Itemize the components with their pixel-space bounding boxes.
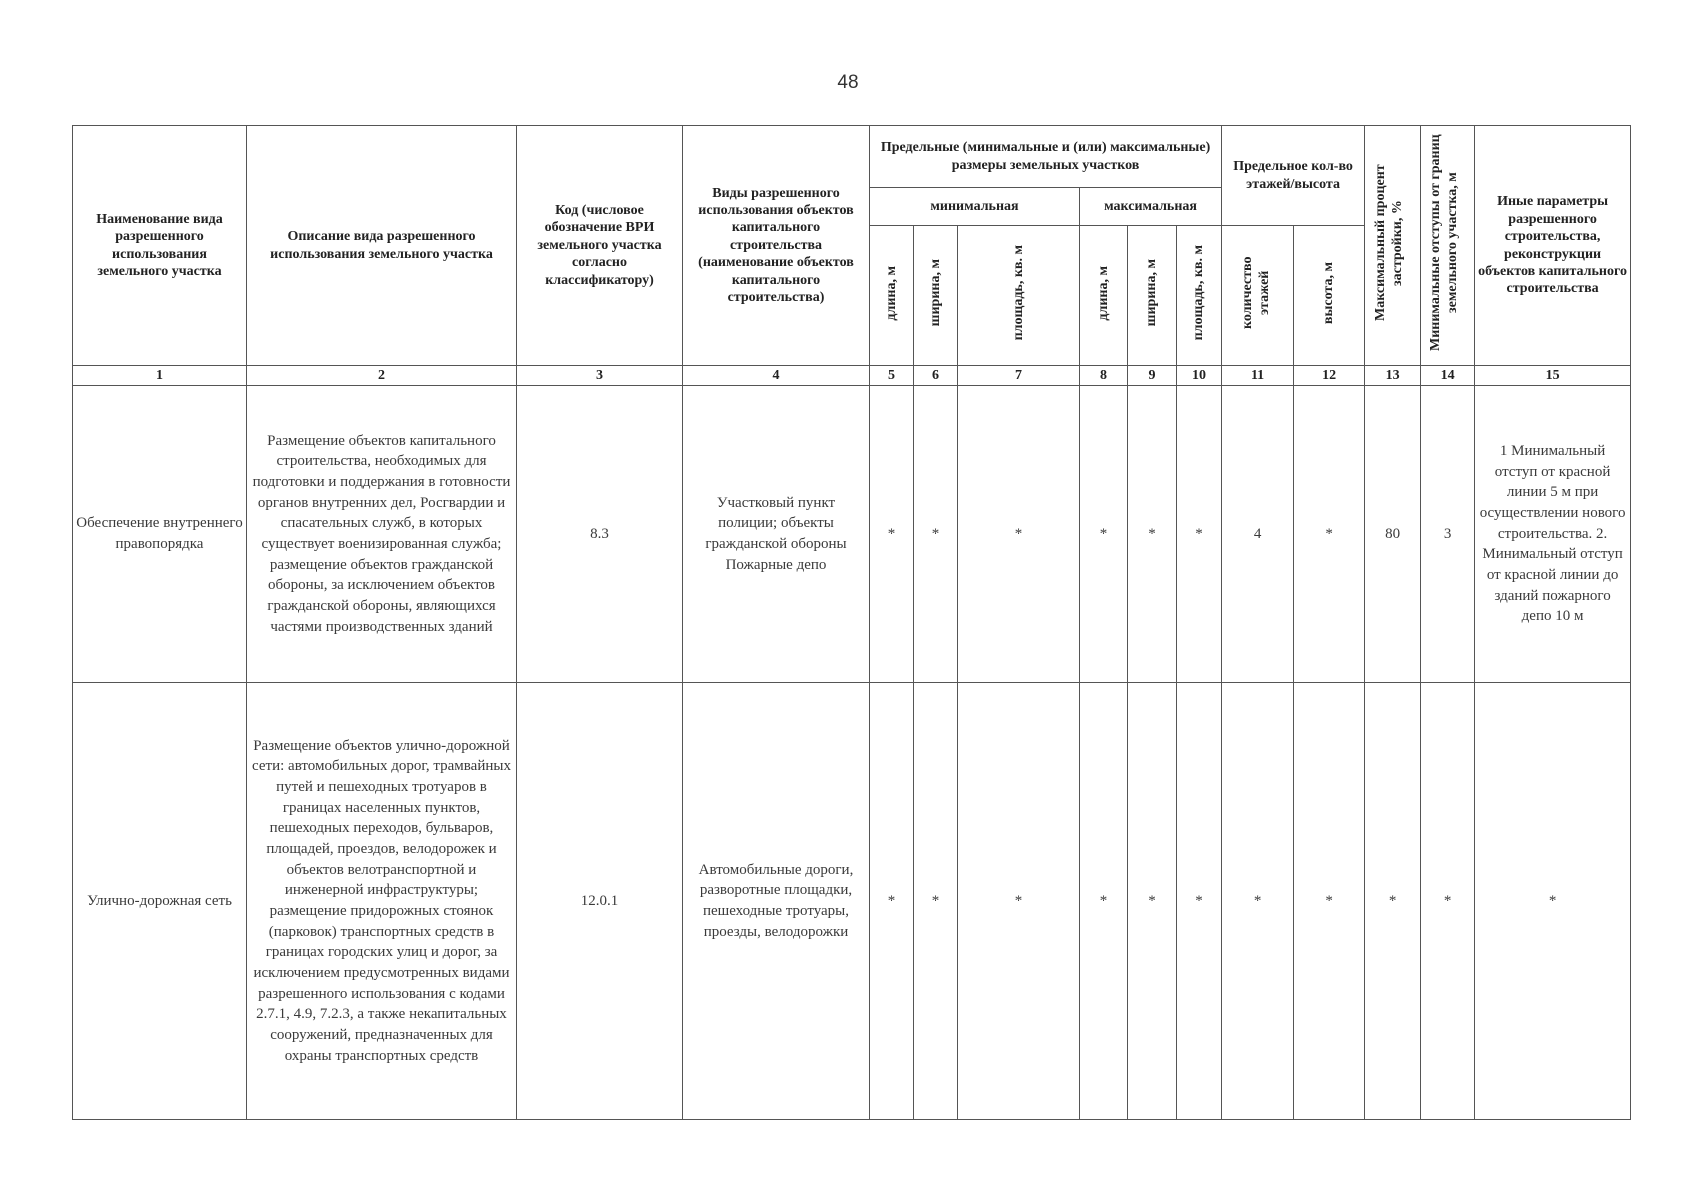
cell-setback: 3 — [1421, 386, 1475, 683]
header-objects: Виды разрешенного использования объектов капитального строительства (наименование объектов капитального строительства) — [683, 126, 870, 366]
cell-setback: * — [1421, 683, 1475, 1120]
column-number: 14 — [1421, 366, 1475, 386]
column-number: 11 — [1222, 366, 1294, 386]
column-number: 8 — [1080, 366, 1128, 386]
header-height: высота, м — [1294, 226, 1365, 366]
column-number: 3 — [517, 366, 683, 386]
header-max-percent: Максимальный процент застройки, % — [1365, 126, 1421, 366]
cell-name: Улично-дорожная сеть — [73, 683, 247, 1120]
header-max-length: длина, м — [1080, 226, 1128, 366]
column-number: 7 — [958, 366, 1080, 386]
header-name: Наименование вида разрешенного использования земельного участка — [73, 126, 247, 366]
cell-height: * — [1294, 683, 1365, 1120]
cell-max-area: * — [1177, 386, 1222, 683]
header-floors-count: количество этажей — [1222, 226, 1294, 366]
cell-description: Размещение объектов улично-дорожной сети: автомобильных дорог, трамвайных путей и пешеходных тротуаров в границах населенных пунктов, пешеходных переходов, бульваров, площадей, проездов, велодорожек и объектов велотранспортной и инженерной инфраструктуры; размещение придорожных стоянок (парковок) транспортных средств в границах городских улиц и дорог, за исключением предусмотренных видами разрешенного использования с кодами 2.7.1, 4.9, 7.2.3, а также некапитальных сооружений, предназначенных для охраны транспортных средств — [247, 683, 517, 1120]
header-min-setbacks: Минимальные отступы от границ земельного участка, м — [1421, 126, 1475, 366]
column-number: 15 — [1475, 366, 1631, 386]
cell-max-area: * — [1177, 683, 1222, 1120]
cell-max-width: * — [1128, 683, 1177, 1120]
cell-max-length: * — [1080, 386, 1128, 683]
column-numbers-row — [73, 366, 1631, 386]
header-minimal: минимальная — [870, 188, 1080, 226]
header-code: Код (числовое обозначение ВРИ земельного участка согласно классификатору) — [517, 126, 683, 366]
page-number: 48 — [837, 72, 859, 93]
cell-height: * — [1294, 386, 1365, 683]
cell-description: Размещение объектов капитального строительства, необходимых для подготовки и поддержания в готовности органов внутренних дел, Росгвардии и спасательных служб, в которых существует военизированная служба; размещение объектов гражданской обороны, за исключением объектов гражданской обороны, являющихся частями производственных зданий — [247, 386, 517, 683]
cell-max-length: * — [1080, 683, 1128, 1120]
column-number: 9 — [1128, 366, 1177, 386]
header-min-length: длина, м — [870, 226, 914, 366]
header-description: Описание вида разрешенного использования земельного участка — [247, 126, 517, 366]
column-number: 10 — [1177, 366, 1222, 386]
cell-other: 1 Минимальный отступ от красной линии 5 м при осуществлении нового строительства. 2. Минимальный отступ от красной линии до зданий пожарного депо 10 м — [1475, 386, 1631, 683]
column-number: 2 — [247, 366, 517, 386]
header-maximal: максимальная — [1080, 188, 1222, 226]
cell-min-area: * — [958, 386, 1080, 683]
column-number: 4 — [683, 366, 870, 386]
cell-min-width: * — [914, 386, 958, 683]
cell-other: * — [1475, 683, 1631, 1120]
cell-objects: Участковый пункт полиции; объекты гражданской обороны Пожарные депо — [683, 386, 870, 683]
table-row — [73, 683, 1631, 1120]
header-min-width: ширина, м — [914, 226, 958, 366]
column-number: 6 — [914, 366, 958, 386]
cell-min-area: * — [958, 683, 1080, 1120]
cell-floors: 4 — [1222, 386, 1294, 683]
cell-name: Обеспечение внутреннего правопорядка — [73, 386, 247, 683]
column-number: 1 — [73, 366, 247, 386]
column-number: 12 — [1294, 366, 1365, 386]
header-floors-group: Предельное кол-во этажей/высота — [1222, 126, 1365, 226]
cell-min-length: * — [870, 683, 914, 1120]
column-number: 13 — [1365, 366, 1421, 386]
header-other-params: Иные параметры разрешенного строительства, реконструкции объектов капитального строительства — [1475, 126, 1631, 366]
cell-objects: Автомобильные дороги, разворотные площадки, пешеходные тротуары, проезды, велодорожки — [683, 683, 870, 1120]
header-max-area: площадь, кв. м — [1177, 226, 1222, 366]
cell-min-length: * — [870, 386, 914, 683]
cell-max-percent: * — [1365, 683, 1421, 1120]
header-limit-sizes: Предельные (минимальные и (или) максимальные) размеры земельных участков — [870, 126, 1222, 188]
cell-min-width: * — [914, 683, 958, 1120]
table-row — [73, 386, 1631, 683]
cell-max-percent: 80 — [1365, 386, 1421, 683]
cell-max-width: * — [1128, 386, 1177, 683]
header-max-width: ширина, м — [1128, 226, 1177, 366]
cell-code: 8.3 — [517, 386, 683, 683]
header-min-area: площадь, кв. м — [958, 226, 1080, 366]
header-row-1 — [73, 126, 1631, 188]
zoning-table — [72, 125, 1631, 1120]
cell-floors: * — [1222, 683, 1294, 1120]
cell-code: 12.0.1 — [517, 683, 683, 1120]
column-number: 5 — [870, 366, 914, 386]
